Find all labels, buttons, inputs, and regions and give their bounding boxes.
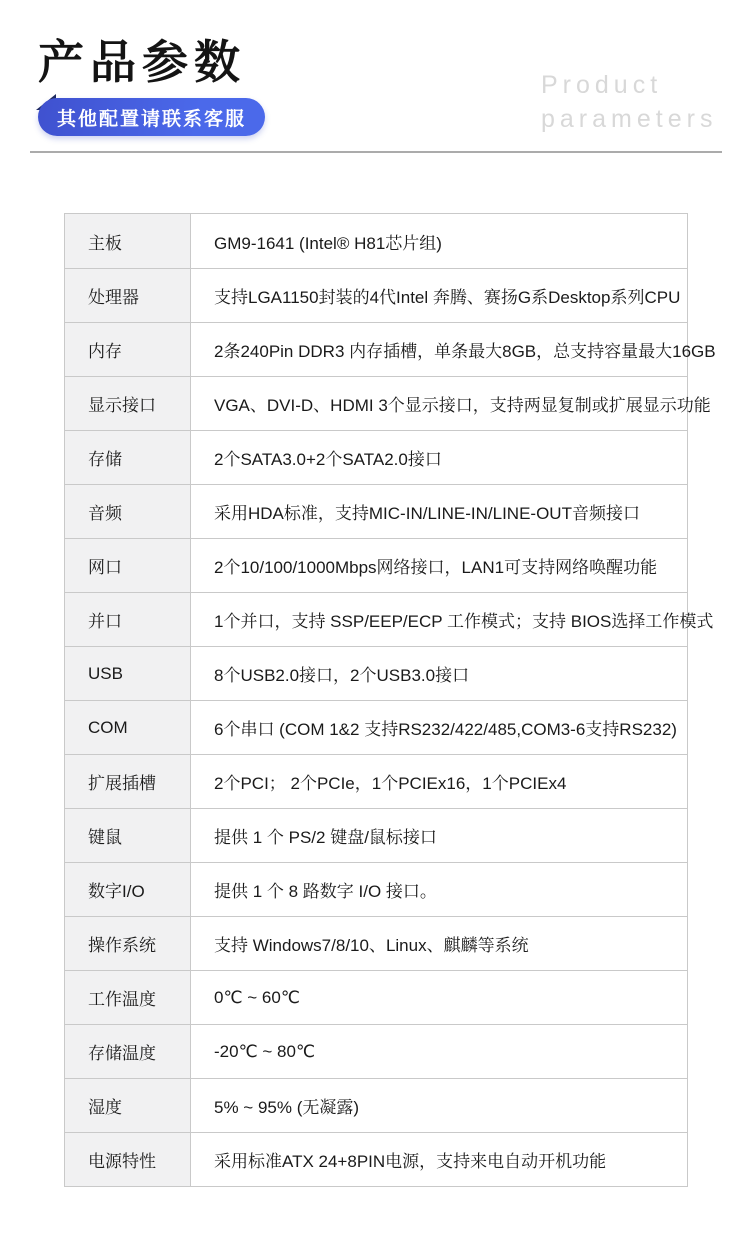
spec-label-cell: 湿度 [65,1079,191,1132]
spec-value-cell: -20℃ ~ 80℃ [214,1041,316,1061]
table-row [65,538,687,592]
spec-label-cell: 网口 [65,539,191,592]
table-row [65,268,687,322]
spec-value-cell: 提供 1 个 8 路数字 I/O 接口。 [214,882,437,901]
spec-label-cell: COM [65,701,191,754]
table-row [65,916,687,970]
spec-value-cell: 2个PCI； 2个PCIe，1个PCIEx16，1个PCIEx4 [214,774,567,793]
table-row [65,754,687,808]
spec-label-cell: 数字I/O [65,863,191,916]
spec-label-cell: 键鼠 [65,809,191,862]
spec-label-cell: 操作系统 [65,917,191,970]
spec-value-cell: 2条240Pin DDR3 内存插槽，单条最大8GB，总支持容量最大16GB [214,342,716,361]
table-row [65,322,716,376]
spec-value-cell: 采用标准ATX 24+8PIN电源，支持来电自动开机功能 [214,1152,607,1171]
spec-value-cell: 6个串口 (COM 1&2 支持RS232/422/485,COM3-6支持RS232) [214,720,677,739]
table-row [65,1078,687,1132]
english-subtitle-line2: parameters [541,105,718,133]
spec-value-cell: 2个10/100/1000Mbps网络接口，LAN1可支持网络唤醒功能 [214,558,658,577]
spec-value-cell: 5% ~ 95% (无凝露) [214,1098,360,1117]
spec-value-cell: 0℃ ~ 60℃ [214,987,300,1007]
page-title: 产品参数 [38,36,246,88]
spec-label-cell: 内存 [65,323,191,376]
spec-value-cell: 提供 1 个 PS/2 键盘/鼠标接口 [214,828,437,847]
spec-label-cell: 存储温度 [65,1025,191,1078]
table-row [65,808,687,862]
spec-value-cell: 8个USB2.0接口，2个USB3.0接口 [214,666,470,685]
spec-label-cell: 并口 [65,593,191,646]
table-row [65,1024,687,1078]
spec-table [64,213,716,1187]
contact-service-button[interactable]: 其他配置请联系客服 [38,98,265,136]
table-row [65,1132,687,1186]
table-row [65,214,687,268]
contact-badge [30,92,260,140]
spec-value-cell: VGA、DVI-D、HDMI 3个显示接口，支持两显复制或扩展显示功能 [214,396,711,415]
spec-label-cell: 音频 [65,485,191,538]
table-row [65,646,687,700]
table-row [65,430,687,484]
spec-label-cell: USB [65,647,191,700]
english-subtitle [541,68,717,136]
spec-label-cell: 电源特性 [65,1133,191,1186]
spec-label-cell: 处理器 [65,269,191,322]
header-divider [30,151,722,153]
spec-label-cell: 显示接口 [65,377,191,430]
table-row [65,970,687,1024]
table-row [65,700,687,754]
spec-label-cell: 工作温度 [65,971,191,1024]
table-row [65,862,687,916]
spec-value-cell: 采用HDA标准，支持MIC-IN/LINE-IN/LINE-OUT音频接口 [214,504,640,523]
spec-label-cell: 扩展插槽 [65,755,191,808]
table-row [65,376,711,430]
spec-label-cell: 主板 [65,214,191,268]
table-row [65,592,714,646]
spec-label-cell: 存储 [65,431,191,484]
spec-value-cell: 支持LGA1150封装的4代Intel 奔腾、赛扬G系Desktop系列CPU [214,288,681,307]
table-row [65,484,687,538]
spec-value-cell: 支持 Windows7/8/10、Linux、麒麟等系统 [214,936,529,955]
spec-value-cell: 1个并口，支持 SSP/EEP/ECP 工作模式；支持 BIOS选择工作模式 [214,612,714,631]
spec-value-cell: GM9-1641 (Intel® H81芯片组) [214,233,442,253]
spec-value-cell: 2个SATA3.0+2个SATA2.0接口 [214,450,442,469]
english-subtitle-line1: Product [541,71,663,99]
